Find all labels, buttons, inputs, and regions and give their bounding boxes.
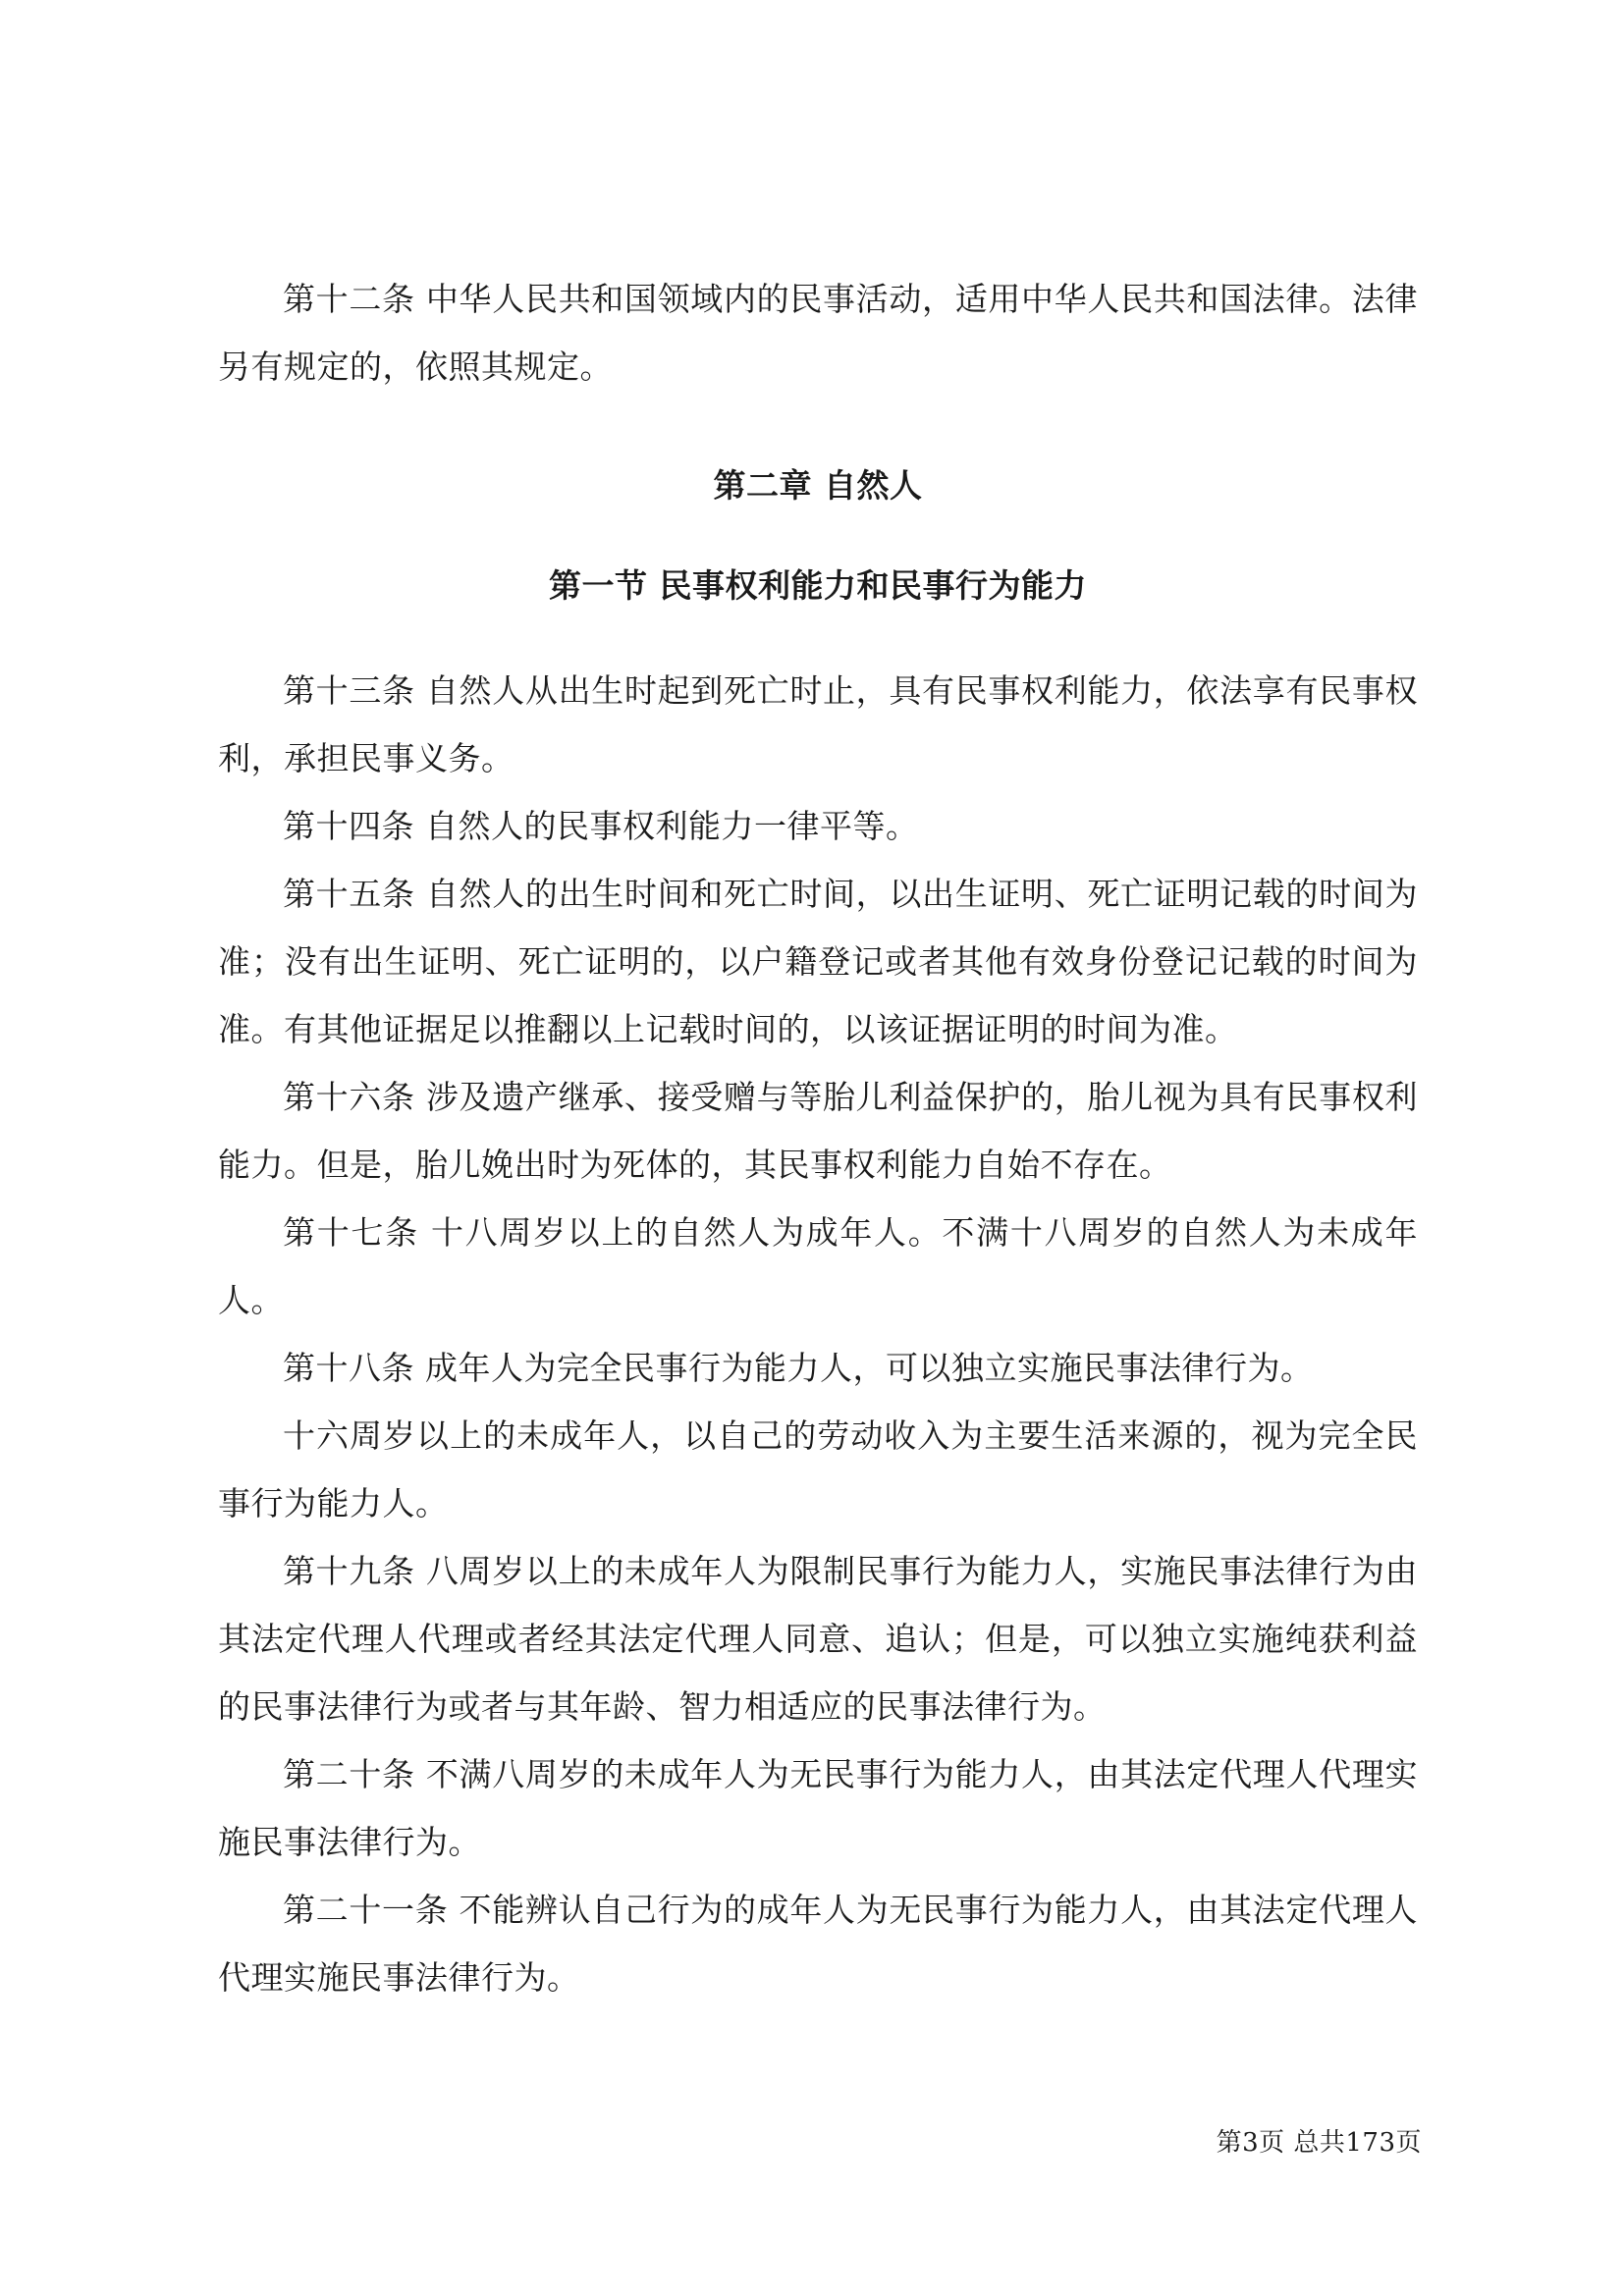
article-19: 第十九条 八周岁以上的未成年人为限制民事行为能力人，实施民事法律行为由其法定代理人代理或者经其法定代理人同意、追认；但是，可以独立实施纯获利益的民事法律行为或者与其年龄、智力相适应的民事法律行为。: [218, 1552, 1418, 1726]
article-18-paragraph-2: 十六周岁以上的未成年人，以自己的劳动收入为主要生活来源的，视为完全民事行为能力人。: [218, 1416, 1418, 1522]
article-12: 第十二条 中华人民共和国领域内的民事活动，适用中华人民共和国法律。法律另有规定的，依照其规定。: [218, 280, 1418, 386]
page-number-footer: 第3页 总共173页: [1216, 2128, 1422, 2158]
article-14: 第十四条 自然人的民事权利能力一律平等。: [283, 807, 919, 845]
chapter-title: 第二章 自然人: [713, 466, 923, 505]
article-13: 第十三条 自然人从出生时起到死亡时止，具有民事权利能力，依法享有民事权利，承担民事义务。: [218, 671, 1418, 777]
article-18: 第十八条 成年人为完全民事行为能力人，可以独立实施民事法律行为。: [283, 1349, 1314, 1387]
article-21: 第二十一条 不能辨认自己行为的成年人为无民事行为能力人，由其法定代理人代理实施民事法律行为。: [218, 1891, 1418, 1997]
article-16: 第十六条 涉及遗产继承、接受赠与等胎儿利益保护的，胎儿视为具有民事权利能力。但是，胎儿娩出时为死体的，其民事权利能力自始不存在。: [218, 1078, 1418, 1184]
document-body: [218, 265, 1418, 2011]
section-title: 第一节 民事权利能力和民事行为能力: [549, 566, 1087, 605]
article-15: 第十五条 自然人的出生时间和死亡时间，以出生证明、死亡证明记载的时间为准；没有出生证明、死亡证明的，以户籍登记或者其他有效身份登记记载的时间为准。有其他证据足以推翻以上记载时间的，以该证据证明的时间为准。: [218, 875, 1418, 1048]
article-17: 第十七条 十八周岁以上的自然人为成年人。不满十八周岁的自然人为未成年人。: [218, 1213, 1418, 1319]
article-20: 第二十条 不满八周岁的未成年人为无民事行为能力人，由其法定代理人代理实施民事法律行为。: [218, 1755, 1418, 1861]
